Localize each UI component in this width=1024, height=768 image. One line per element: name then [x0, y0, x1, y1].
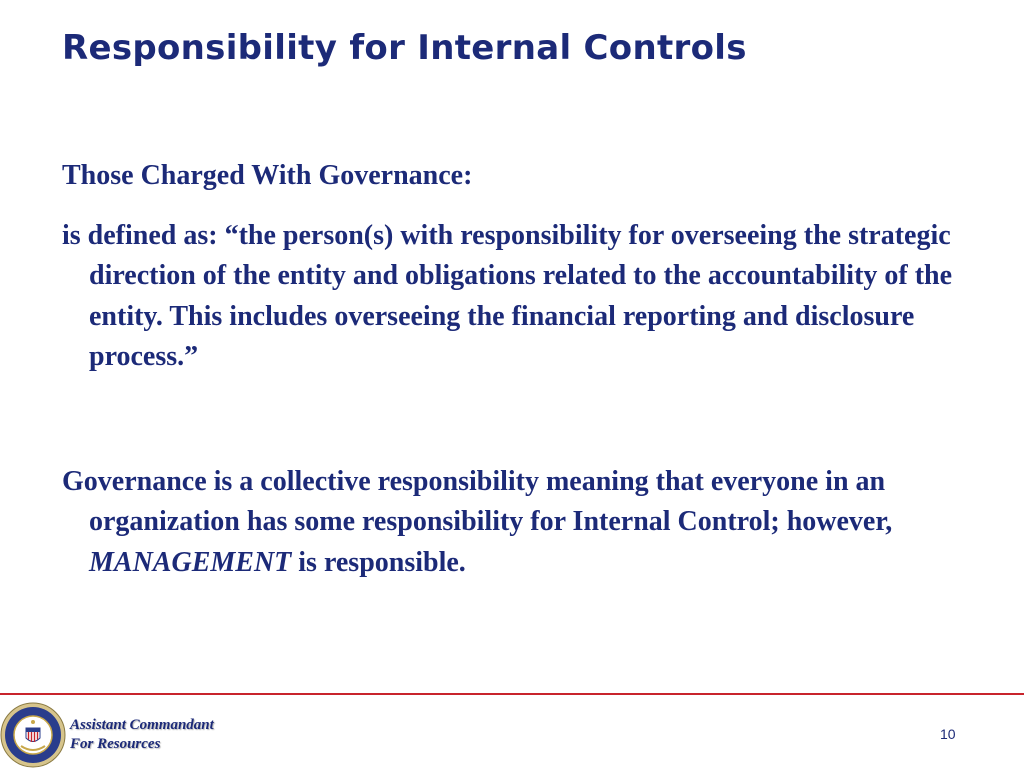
governance-paragraph — [62, 462, 972, 584]
management-emphasis: MANAGEMENT — [89, 546, 292, 578]
slide-title: Responsibility for Internal Controls — [62, 28, 747, 68]
governance-text-after: is responsible. — [291, 546, 466, 578]
slide-body — [62, 156, 972, 583]
org-name-line-1: Assistant Commandant — [70, 717, 214, 733]
footer-divider — [0, 693, 1024, 695]
org-name — [70, 716, 214, 754]
page-number: 10 — [940, 726, 956, 742]
org-name-line-2: For Resources — [70, 736, 161, 752]
governance-heading: Those Charged With Governance: — [62, 160, 473, 191]
governance-text-before: Governance is a collective responsibility meaning that everyone in an organization has some responsibility for Internal Control; however, — [62, 465, 893, 537]
coast-guard-seal-icon — [0, 702, 66, 768]
definition-paragraph: is defined as: “the person(s) with responsibility for overseeing the strategic direction of the entity and obligations related to the accountability of the entity. This includes overseeing the financial reporting and disclosure process.” — [62, 219, 953, 372]
